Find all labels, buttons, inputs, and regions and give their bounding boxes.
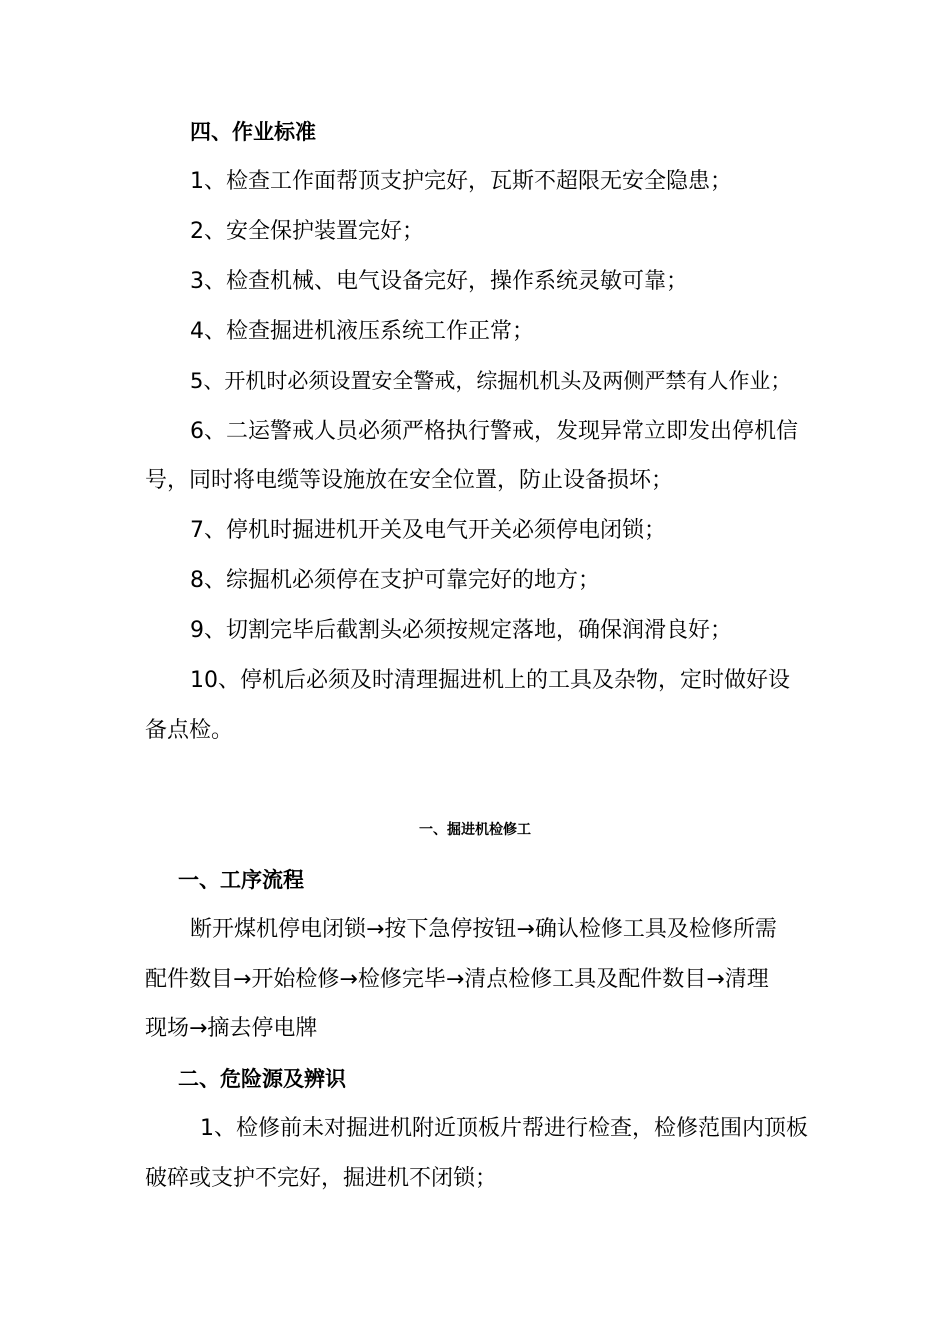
process-line-2: 配件数目→开始检修→检修完毕→清点检修工具及配件数目→清理 [145, 967, 769, 992]
section-heading-hazards: 二、危险源及辨识 [178, 1067, 346, 1091]
hazard-item-1-line-1: 1、检修前未对掘进机附近顶板片帮进行检查，检修范围内顶板 [200, 1116, 808, 1141]
standard-item-8: 8、综掘机必须停在支护可靠完好的地方； [190, 568, 600, 593]
section-heading-work-standard: 四、作业标准 [190, 120, 316, 144]
standard-item-6-line-2: 号，同时将电缆等设施放在安全位置，防止设备损坏； [145, 468, 674, 493]
standard-item-2: 2、安全保护装置完好； [190, 219, 424, 244]
standard-item-1: 1、检查工作面帮顶支护完好，瓦斯不超限无安全隐患； [190, 169, 732, 194]
standard-item-3: 3、检查机械、电气设备完好，操作系统灵敏可靠； [190, 269, 688, 294]
standard-item-10-line-1: 10、停机后必须及时清理掘进机上的工具及杂物，定时做好设 [190, 668, 790, 693]
hazard-item-1-line-2: 破碎或支护不完好，掘进机不闭锁； [145, 1166, 498, 1191]
process-line-1: 断开煤机停电闭锁→按下急停按钮→确认检修工具及检修所需 [190, 917, 777, 942]
standard-item-10-line-2: 备点检。 [145, 718, 234, 743]
section-heading-process: 一、工序流程 [178, 868, 304, 892]
standard-item-5: 5、开机时必须设置安全警戒，综掘机机头及两侧严禁有人作业； [190, 369, 792, 393]
standard-item-6-line-1: 6、二运警戒人员必须严格执行警戒，发现异常立即发出停机信 [190, 419, 798, 444]
standard-item-9: 9、切割完毕后截割头必须按规定落地，确保润滑良好； [190, 618, 732, 643]
chapter-title: 一、掘进机检修工 [419, 822, 531, 838]
standard-item-7: 7、停机时掘进机开关及电气开关必须停电闭锁； [190, 518, 666, 543]
process-line-3: 现场→摘去停电牌 [145, 1016, 318, 1041]
standard-item-4: 4、检查掘进机液压系统工作正常； [190, 319, 534, 344]
